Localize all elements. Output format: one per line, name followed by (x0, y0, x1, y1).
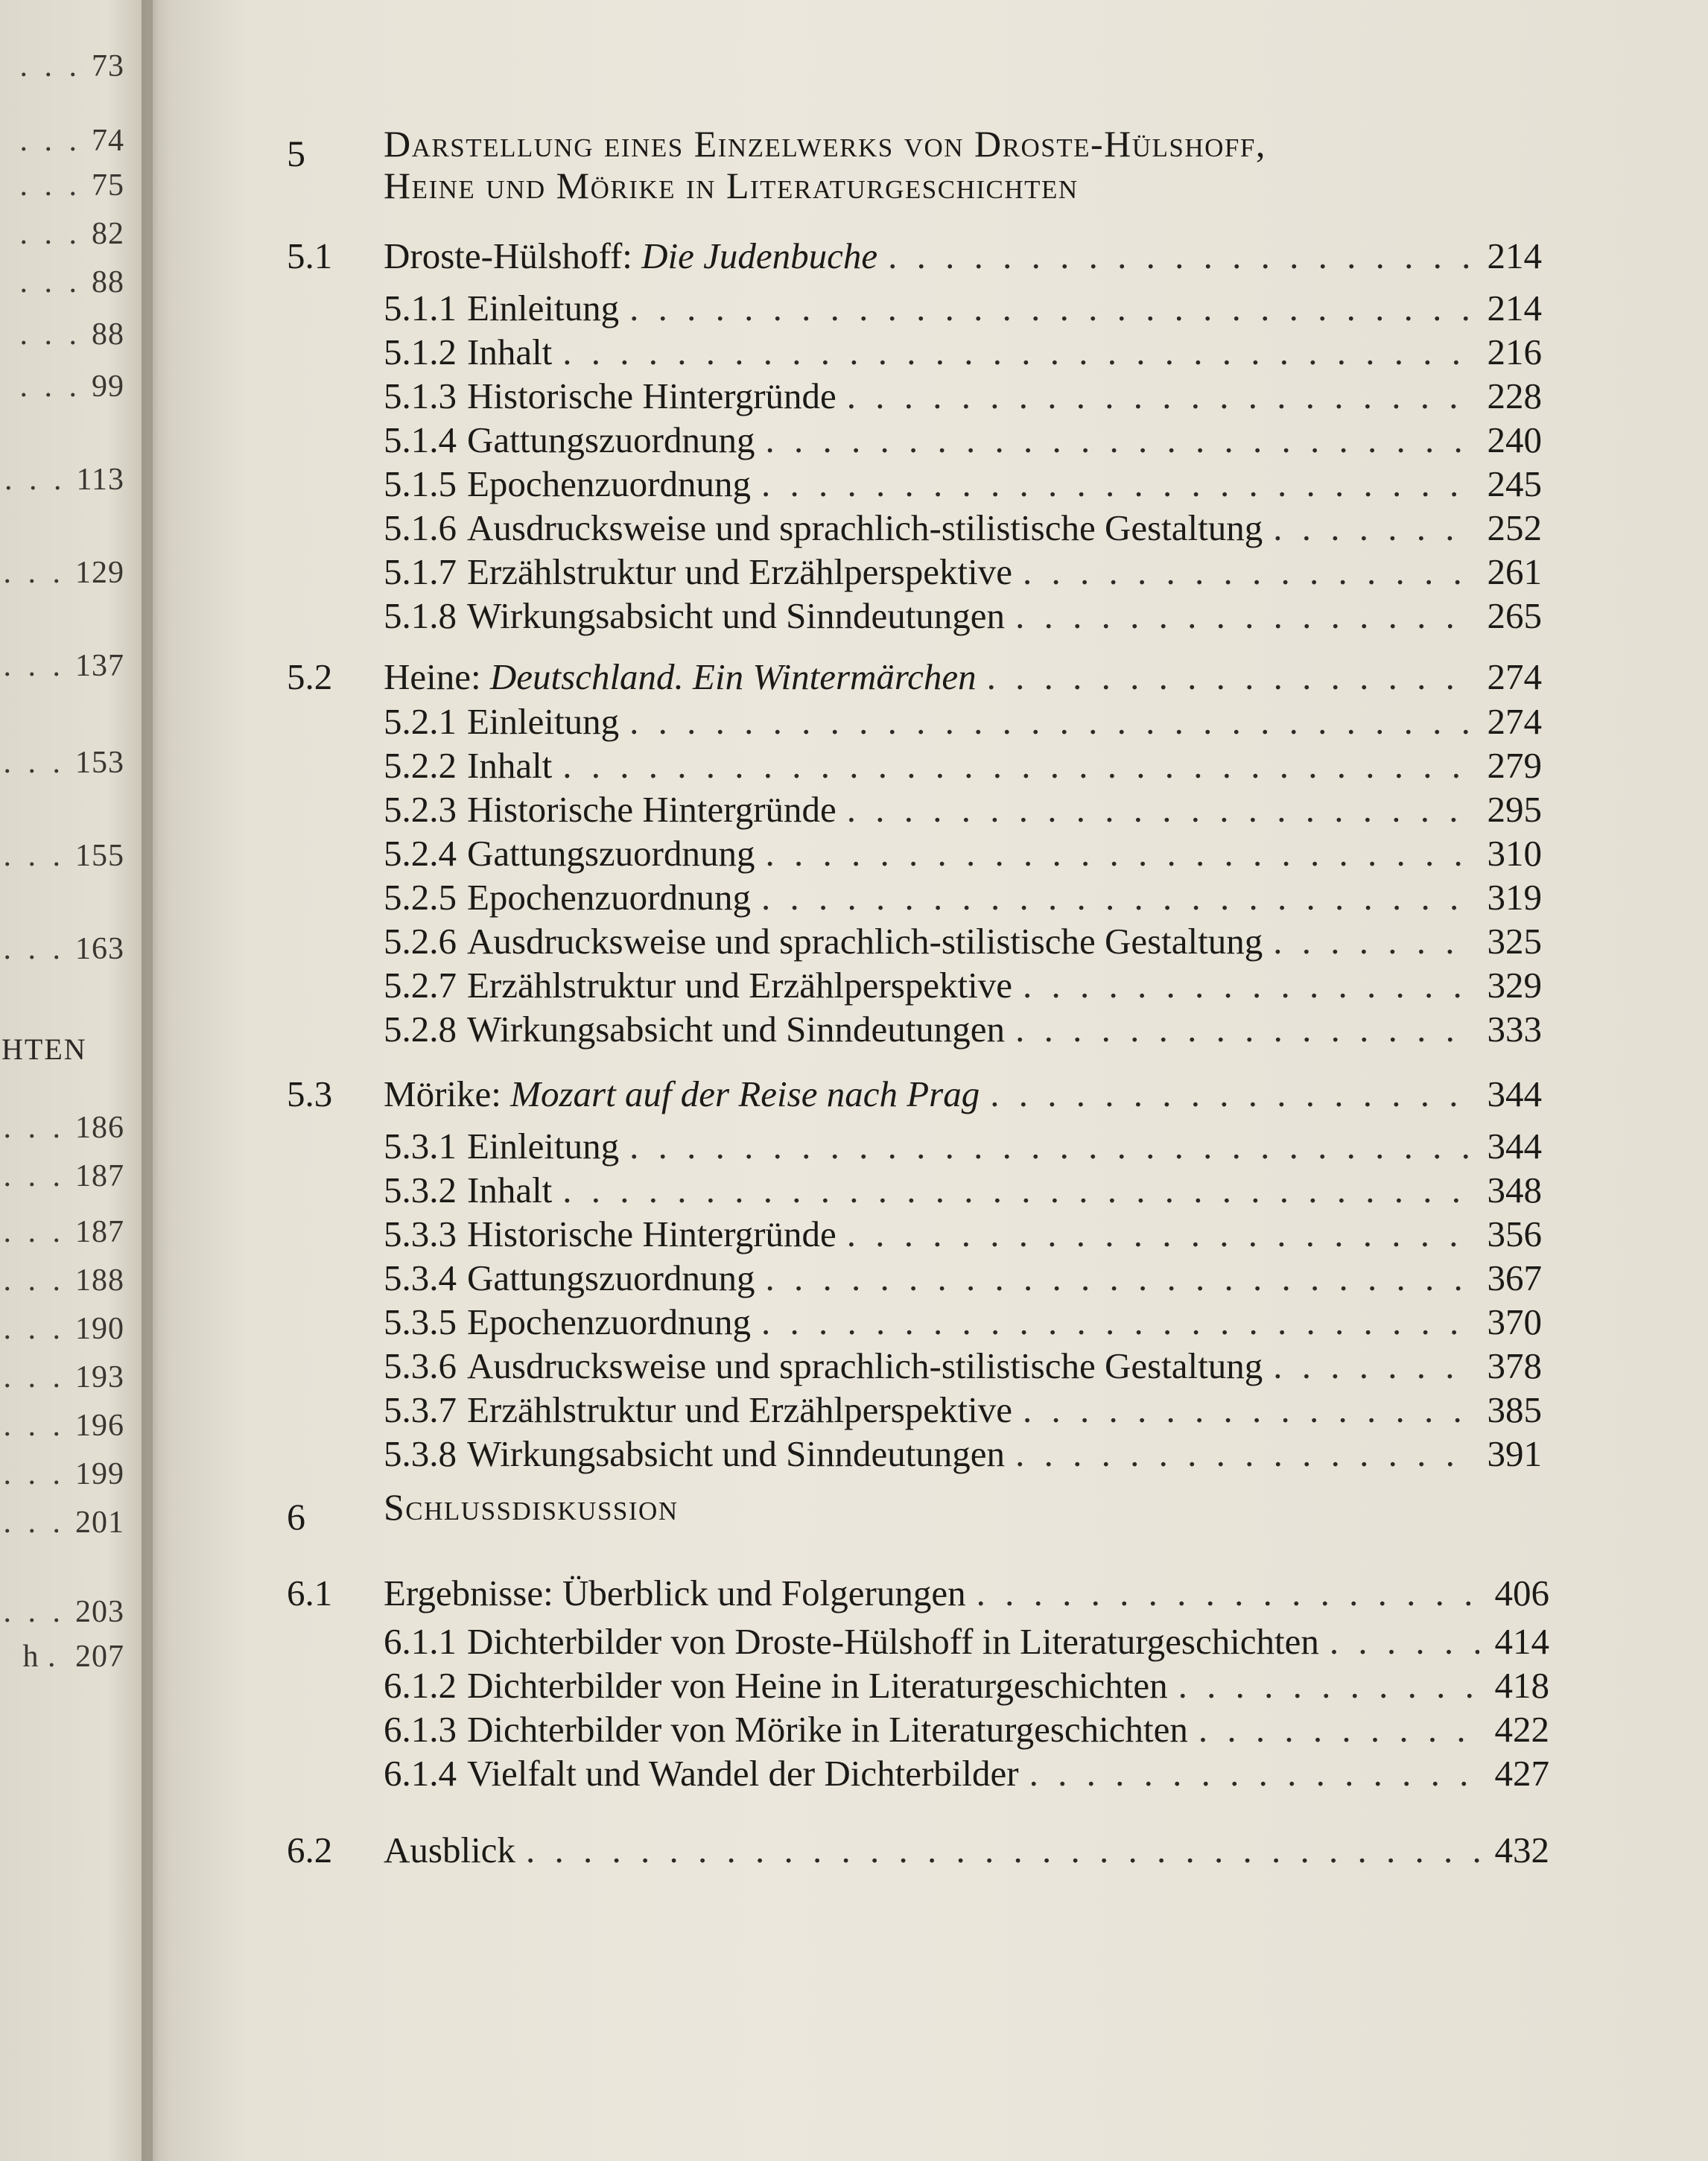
chapter-number: 6 (287, 1496, 307, 1538)
leader-dots: . . . (19, 265, 81, 299)
subsection-title: Erzählstruktur und Erzählperspektive (467, 551, 1013, 592)
page-number: 113 (76, 463, 124, 497)
previous-page-entry (4, 838, 125, 874)
page-number: 422 (1494, 1709, 1549, 1750)
toc-subsection-entry[interactable] (384, 744, 1542, 789)
leader-dots (1330, 1620, 1479, 1663)
subsection-number: 5.2.7 (384, 965, 457, 1006)
subsection-number: 5.3.1 (384, 1126, 457, 1167)
subsection-title: Epochenzuordnung (467, 877, 751, 918)
page-number: 186 (75, 1111, 124, 1145)
toc-subsection-entry[interactable] (384, 507, 1542, 551)
leader-dots (562, 744, 1472, 787)
leader-dots (562, 331, 1472, 373)
leader-dots (761, 1301, 1472, 1343)
page-number: 88 (92, 265, 124, 299)
page-number: 325 (1487, 921, 1542, 962)
leader-dots: . . . (19, 369, 81, 404)
previous-page (0, 0, 153, 2161)
subsection-number: 5.3.5 (384, 1301, 457, 1342)
leader-dots (526, 1829, 1479, 1871)
toc-subsection-entry[interactable] (384, 920, 1542, 965)
page-number: 207 (75, 1640, 124, 1674)
previous-page-entry (4, 1263, 125, 1298)
subsection-title: Inhalt (467, 331, 553, 372)
leader-dots: . . . (4, 463, 66, 497)
page-number: 129 (75, 556, 124, 590)
leader-dots: . . . (3, 1360, 65, 1394)
subsection-title: Gattungszuordnung (467, 419, 755, 460)
leader-dots (1273, 1345, 1472, 1387)
page-number: 88 (92, 317, 124, 352)
toc-subsection-entry[interactable] (384, 964, 1542, 1009)
page-number: 391 (1487, 1433, 1542, 1474)
text-fragment: h . (22, 1640, 65, 1674)
subsection-number: 5.3.4 (384, 1257, 457, 1298)
subsection-number: 5.3.7 (384, 1389, 457, 1430)
subsection-title: Epochenzuordnung (467, 1301, 751, 1342)
previous-page-entry (4, 745, 125, 781)
leader-dots: . . . (3, 1312, 65, 1346)
leader-dots: . . . (19, 217, 81, 251)
chapter-title-line: Darstellung eines Einzelwerks von Droste-Hülshoff, (384, 123, 1266, 165)
subsection-title: Historische Hintergründe (467, 375, 836, 416)
page-number: 187 (75, 1159, 124, 1193)
toc-section-entry[interactable] (287, 1073, 1542, 1117)
toc-subsection-entry[interactable] (384, 876, 1542, 921)
toc-subsection-entry[interactable] (384, 1008, 1542, 1053)
leader-dots (1015, 1432, 1472, 1475)
page-number: 137 (75, 649, 124, 683)
leader-dots: . . . (3, 932, 65, 966)
leader-dots: . . . (3, 1409, 65, 1443)
section-title: Ausblick (384, 1830, 515, 1870)
toc-subsection-entry[interactable] (384, 1169, 1542, 1213)
subsection-title: Epochenzuordnung (467, 463, 751, 504)
subsection-title: Inhalt (467, 745, 553, 786)
toc-subsection-entry[interactable] (384, 550, 1542, 595)
page-number: 378 (1487, 1345, 1542, 1386)
leader-dots (888, 235, 1472, 277)
toc-subsection-entry[interactable] (384, 594, 1542, 639)
leader-dots: . . . (3, 1263, 65, 1298)
page-number: 196 (75, 1409, 124, 1443)
page-number: 344 (1487, 1126, 1542, 1167)
previous-page-entry (4, 1594, 125, 1630)
page-number: 370 (1487, 1301, 1542, 1342)
subsection-title: Historische Hintergründe (467, 789, 836, 830)
toc-subsection-entry[interactable] (384, 1432, 1542, 1477)
leader-dots (562, 1169, 1472, 1211)
section-number: 5.1 (287, 235, 333, 276)
subsection-title: Dichterbilder von Mörike in Literaturgeschichten (467, 1709, 1188, 1750)
chapter-title (384, 123, 1266, 206)
leader-dots (761, 463, 1472, 505)
previous-page-entry (4, 1456, 125, 1492)
toc-subsection-entry[interactable] (384, 1345, 1542, 1389)
page-number: 74 (92, 124, 124, 158)
previous-page-entry (20, 317, 125, 352)
work-title: Die Judenbuche (641, 235, 878, 276)
subsection-title: Einleitung (467, 288, 620, 329)
leader-dots: . . . (19, 49, 81, 83)
toc-subsection-entry[interactable] (384, 1125, 1542, 1170)
page-number: 274 (1487, 701, 1542, 742)
page-number: 190 (75, 1312, 124, 1346)
toc-subsection-entry[interactable] (384, 832, 1542, 877)
toc-subsection-entry[interactable] (384, 463, 1542, 507)
leader-dots: . . . (3, 1457, 65, 1491)
previous-page-entry (4, 1505, 125, 1540)
leader-dots (990, 1073, 1472, 1115)
subsection-number: 5.1.3 (384, 375, 457, 416)
page-number: 245 (1487, 463, 1542, 504)
leader-dots: . . . (3, 1505, 65, 1540)
toc-section-entry[interactable] (287, 656, 1542, 700)
chapter-title (384, 1486, 679, 1528)
subsection-number: 5.2.6 (384, 921, 457, 962)
page-number: 348 (1487, 1170, 1542, 1210)
toc-subsection-entry[interactable] (384, 700, 1542, 745)
leader-dots: . . . (3, 839, 65, 873)
subsection-title: Vielfalt und Wandel der Dichterbilder (467, 1753, 1019, 1794)
page-number: 329 (1487, 965, 1542, 1006)
subsection-title: Wirkungsabsicht und Sinndeutungen (467, 1009, 1006, 1050)
subsection-number: 6.1.1 (384, 1621, 457, 1662)
section-title: Mörike: Mozart auf der Reise nach Prag (384, 1073, 980, 1114)
leader-dots (766, 1257, 1473, 1299)
subsection-number: 5.2.3 (384, 789, 457, 830)
toc-subsection-entry[interactable] (384, 375, 1542, 419)
subsection-number: 5.1.6 (384, 507, 457, 548)
page-number: 203 (75, 1595, 124, 1629)
chapter-number: 5 (287, 133, 307, 174)
chapter-title-line: Heine und Mörike in Literaturgeschichten (384, 165, 1079, 206)
leader-dots (761, 876, 1472, 918)
leader-dots: . . . (19, 317, 81, 352)
subsection-number: 5.1.2 (384, 331, 457, 372)
page-number: 188 (75, 1263, 124, 1298)
leader-dots (1023, 1389, 1472, 1431)
subsection-number: 5.3.8 (384, 1433, 457, 1474)
page-number: 75 (92, 168, 124, 203)
leader-dots (977, 1572, 1479, 1614)
page-number: 385 (1487, 1389, 1542, 1430)
previous-page-entry (4, 1158, 125, 1194)
subsection-title: Einleitung (467, 701, 620, 742)
page-number: 99 (92, 369, 124, 404)
page-number: 216 (1487, 331, 1542, 372)
leader-dots (1023, 964, 1472, 1006)
subsection-title: Wirkungsabsicht und Sinndeutungen (467, 595, 1006, 636)
leader-dots (629, 1125, 1472, 1167)
leader-dots (1029, 1752, 1479, 1795)
leader-dots (629, 287, 1472, 329)
page-number: 155 (75, 839, 124, 873)
previous-page-entry (20, 216, 125, 252)
leader-dots (1178, 1664, 1479, 1707)
subsection-number: 5.3.6 (384, 1345, 457, 1386)
leader-dots (987, 656, 1472, 698)
page-number: 279 (1487, 745, 1542, 786)
section-number: 6.1 (287, 1573, 333, 1613)
page-number: 418 (1494, 1665, 1549, 1706)
work-title: Mozart auf der Reise nach Prag (510, 1073, 980, 1114)
page-number: 252 (1487, 507, 1542, 548)
page-number: 310 (1487, 833, 1542, 874)
previous-page-entry (4, 931, 125, 967)
section-title: Heine: Deutschland. Ein Wintermärchen (384, 656, 977, 697)
page-number: 333 (1487, 1009, 1542, 1050)
previous-page-entry (4, 1110, 125, 1146)
leader-dots (766, 832, 1473, 875)
previous-page-entry (20, 48, 125, 84)
leader-dots (847, 375, 1472, 417)
page-number: 214 (1487, 288, 1542, 329)
subsection-number: 5.1.8 (384, 595, 457, 636)
page-number: 187 (75, 1215, 124, 1249)
leader-dots (1015, 1008, 1472, 1050)
leader-dots: . . . (3, 1215, 65, 1249)
page-number: 406 (1494, 1573, 1549, 1613)
toc-subsection-entry[interactable] (384, 331, 1542, 375)
previous-page-entry (4, 1311, 125, 1347)
subsection-title: Erzählstruktur und Erzählperspektive (467, 1389, 1013, 1430)
subsection-number: 5.2.4 (384, 833, 457, 874)
previous-page-entry (4, 648, 125, 684)
page-number: 214 (1487, 235, 1542, 276)
subsection-number: 6.1.4 (384, 1753, 457, 1794)
subsection-number: 5.3.2 (384, 1170, 457, 1210)
toc-subsection-entry[interactable] (384, 419, 1542, 463)
leader-dots (1023, 550, 1472, 593)
toc-subsection-entry[interactable] (384, 1664, 1549, 1709)
subsection-title: Wirkungsabsicht und Sinndeutungen (467, 1433, 1006, 1474)
leader-dots (629, 700, 1472, 743)
leader-dots: . . . (3, 556, 65, 590)
subsection-number: 5.2.2 (384, 745, 457, 786)
page-number: 201 (75, 1505, 124, 1540)
section-number: 5.2 (287, 656, 333, 697)
toc-subsection-entry[interactable] (384, 1301, 1542, 1345)
page-number: 367 (1487, 1257, 1542, 1298)
leader-dots (847, 788, 1472, 831)
subsection-number: 5.1.1 (384, 288, 457, 329)
leader-dots (847, 1213, 1472, 1255)
leader-dots (1015, 594, 1472, 637)
page-number: 414 (1494, 1621, 1549, 1662)
toc-subsection-entry[interactable] (384, 1389, 1542, 1433)
subsection-number: 5.1.4 (384, 419, 457, 460)
page-number: 274 (1487, 656, 1542, 697)
section-title: Droste-Hülshoff: Die Judenbuche (384, 235, 878, 276)
toc-subsection-entry[interactable] (384, 1708, 1549, 1753)
subsection-number: 5.2.1 (384, 701, 457, 742)
leader-dots: . . . (3, 649, 65, 683)
previous-page-heading-fragment: HTEN (1, 1032, 87, 1066)
subsection-title: Inhalt (467, 1170, 553, 1210)
previous-page-entry (20, 168, 125, 203)
previous-page-entry (23, 1639, 125, 1675)
page-number: 295 (1487, 789, 1542, 830)
toc-subsection-entry[interactable] (384, 1213, 1542, 1257)
leader-dots: . . . (3, 1595, 65, 1629)
page-number: 163 (75, 932, 124, 966)
subsection-number: 6.1.3 (384, 1709, 457, 1750)
toc-section-entry[interactable] (287, 1572, 1549, 1616)
toc-section-entry[interactable] (287, 1829, 1549, 1873)
subsection-number: 5.3.3 (384, 1213, 457, 1254)
previous-page-entry (4, 1214, 125, 1250)
subsection-number: 5.1.7 (384, 551, 457, 592)
previous-page-entry (4, 462, 124, 498)
work-title: Deutschland. Ein Wintermärchen (489, 656, 977, 697)
previous-page-entry (20, 123, 125, 159)
page-number: 82 (92, 217, 124, 251)
page-number: 319 (1487, 877, 1542, 918)
subsection-number: 5.2.5 (384, 877, 457, 918)
subsection-number: 5.2.8 (384, 1009, 457, 1050)
toc-section-entry[interactable] (287, 235, 1542, 279)
book-gutter (142, 0, 171, 2161)
chapter-title-line: Schlussdiskussion (384, 1486, 679, 1528)
page-number: 153 (75, 746, 124, 780)
page-number: 261 (1487, 551, 1542, 592)
page-number: 432 (1494, 1830, 1549, 1870)
subsection-title: Dichterbilder von Heine in Literaturgeschichten (467, 1665, 1168, 1706)
previous-page-entry (20, 264, 125, 300)
subsection-title: Historische Hintergründe (467, 1213, 836, 1254)
subsection-title: Einleitung (467, 1126, 620, 1167)
leader-dots (1199, 1708, 1479, 1751)
subsection-number: 5.1.5 (384, 463, 457, 504)
subsection-title: Erzählstruktur und Erzählperspektive (467, 965, 1013, 1006)
section-title: Ergebnisse: Überblick und Folgerungen (384, 1573, 966, 1613)
leader-dots (1273, 920, 1472, 962)
subsection-title: Dichterbilder von Droste-Hülshoff in Literaturgeschichten (467, 1621, 1319, 1662)
page-number: 199 (75, 1457, 124, 1491)
previous-page-entry (4, 555, 125, 591)
subsection-title: Ausdrucksweise und sprachlich-stilistische Gestaltung (467, 1345, 1263, 1386)
subsection-title: Ausdrucksweise und sprachlich-stilistische Gestaltung (467, 507, 1263, 548)
page-number: 344 (1487, 1073, 1542, 1114)
page-number: 240 (1487, 419, 1542, 460)
previous-page-entry (4, 1359, 125, 1395)
toc-subsection-entry[interactable] (384, 1620, 1549, 1665)
page-number: 228 (1487, 375, 1542, 416)
leader-dots: . . . (3, 1159, 65, 1193)
previous-page-entry (20, 369, 125, 404)
subsection-title: Gattungszuordnung (467, 1257, 755, 1298)
leader-dots: . . . (3, 746, 65, 780)
toc-subsection-entry[interactable] (384, 1257, 1542, 1301)
page-number: 356 (1487, 1213, 1542, 1254)
page-number: 73 (92, 49, 124, 83)
subsection-number: 6.1.2 (384, 1665, 457, 1706)
leader-dots: . . . (19, 168, 81, 203)
page-number: 265 (1487, 595, 1542, 636)
subsection-title: Gattungszuordnung (467, 833, 755, 874)
toc-subsection-entry[interactable] (384, 1752, 1549, 1797)
toc-subsection-entry[interactable] (384, 287, 1542, 331)
toc-subsection-entry[interactable] (384, 788, 1542, 833)
section-number: 5.3 (287, 1073, 333, 1114)
leader-dots (766, 419, 1473, 461)
previous-page-entry (4, 1408, 125, 1444)
section-number: 6.2 (287, 1830, 333, 1870)
subsection-title: Ausdrucksweise und sprachlich-stilistische Gestaltung (467, 921, 1263, 962)
leader-dots (1273, 507, 1472, 549)
leader-dots: . . . (3, 1111, 65, 1145)
page-number: 427 (1494, 1753, 1549, 1794)
leader-dots: . . . (19, 124, 81, 158)
page-number: 193 (75, 1360, 124, 1394)
